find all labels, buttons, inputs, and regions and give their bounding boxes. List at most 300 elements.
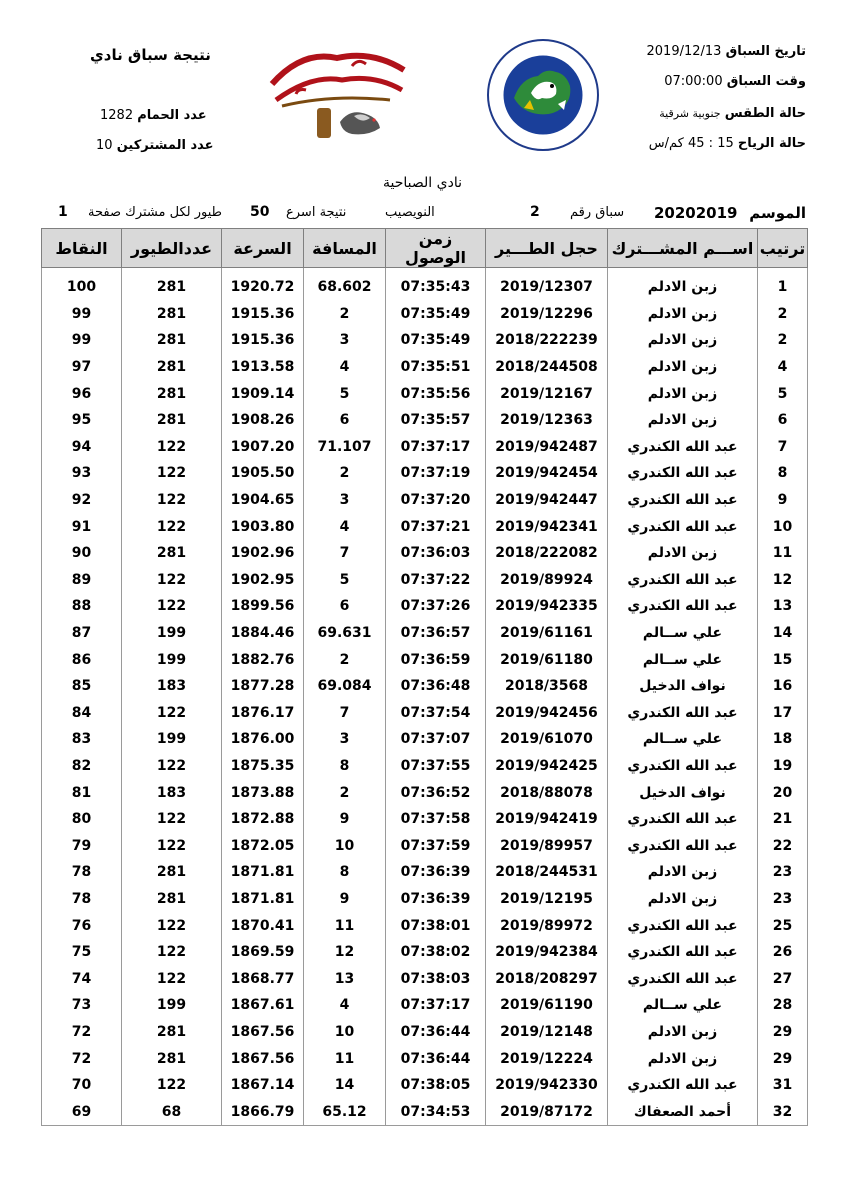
table-row — [42, 753, 808, 780]
cell-bird-count: 122 — [122, 487, 222, 514]
cell-bird-count: 183 — [122, 779, 222, 806]
cell-speed: 1867.14 — [222, 1072, 304, 1099]
cell-arrival-time: 07:37:17 — [386, 434, 486, 461]
cell-bird-count: 281 — [122, 1045, 222, 1072]
cell-points: 96 — [42, 380, 122, 407]
cell-ring-number: 2019/942384 — [486, 939, 608, 966]
cell-ring-number: 2018/222239 — [486, 327, 608, 354]
cell-speed: 1904.65 — [222, 487, 304, 514]
cell-ring-number: 2019/12363 — [486, 407, 608, 434]
cell-ring-number: 2019/61190 — [486, 992, 608, 1019]
table-row — [42, 832, 808, 859]
cell-points: 100 — [42, 274, 122, 301]
cell-speed: 1913.58 — [222, 354, 304, 381]
cell-rank: 29 — [758, 1045, 808, 1072]
cell-distance: 4 — [304, 992, 386, 1019]
cell-distance: 14 — [304, 1072, 386, 1099]
cell-arrival-time: 07:37:19 — [386, 460, 486, 487]
cell-distance: 7 — [304, 540, 386, 567]
cell-points: 85 — [42, 673, 122, 700]
table-row — [42, 1045, 808, 1072]
cell-distance: 13 — [304, 965, 386, 992]
cell-distance: 11 — [304, 912, 386, 939]
table-row — [42, 567, 808, 594]
table-row — [42, 965, 808, 992]
cell-arrival-time: 07:38:01 — [386, 912, 486, 939]
cell-participant-name: نواف الدخيل — [608, 779, 758, 806]
table-row — [42, 1019, 808, 1046]
cell-bird-count: 122 — [122, 513, 222, 540]
cell-distance: 69.631 — [304, 620, 386, 647]
cell-bird-count: 122 — [122, 460, 222, 487]
cell-bird-count: 199 — [122, 726, 222, 753]
cell-bird-count: 281 — [122, 274, 222, 301]
cell-speed: 1915.36 — [222, 327, 304, 354]
cell-points: 97 — [42, 354, 122, 381]
table-header-row — [42, 229, 808, 268]
race-date-value: 2019/12/13 — [646, 44, 722, 59]
cell-participant-name: زبن الادلم — [608, 327, 758, 354]
weather-value: جنوبية شرقية — [659, 107, 721, 120]
cell-speed: 1869.59 — [222, 939, 304, 966]
cell-participant-name: زبن الادلم — [608, 354, 758, 381]
cell-distance: 4 — [304, 354, 386, 381]
cell-ring-number: 2019/942425 — [486, 753, 608, 780]
cell-bird-count: 122 — [122, 567, 222, 594]
federation-logo — [486, 38, 600, 152]
cell-speed: 1876.00 — [222, 726, 304, 753]
cell-distance: 7 — [304, 700, 386, 727]
cell-participant-name: عبد الله الكندري — [608, 567, 758, 594]
cell-ring-number: 2019/942341 — [486, 513, 608, 540]
cell-rank: 2 — [758, 327, 808, 354]
cell-ring-number: 2019/942456 — [486, 700, 608, 727]
cell-points: 73 — [42, 992, 122, 1019]
cell-rank: 26 — [758, 939, 808, 966]
cell-arrival-time: 07:37:21 — [386, 513, 486, 540]
cell-bird-count: 281 — [122, 354, 222, 381]
cell-bird-count: 122 — [122, 939, 222, 966]
season-value: 20202019 — [654, 204, 738, 222]
cell-arrival-time: 07:36:48 — [386, 673, 486, 700]
cell-bird-count: 281 — [122, 301, 222, 328]
cell-points: 76 — [42, 912, 122, 939]
cell-bird-count: 122 — [122, 832, 222, 859]
cell-distance: 12 — [304, 939, 386, 966]
cell-points: 75 — [42, 939, 122, 966]
cell-points: 78 — [42, 859, 122, 886]
cell-distance: 8 — [304, 859, 386, 886]
cell-arrival-time: 07:36:39 — [386, 886, 486, 913]
cell-distance: 6 — [304, 407, 386, 434]
cell-speed: 1909.14 — [222, 380, 304, 407]
cell-ring-number: 2019/89957 — [486, 832, 608, 859]
cell-arrival-time: 07:36:52 — [386, 779, 486, 806]
result-title: نتيجة سباق نادي — [90, 46, 211, 64]
cell-bird-count: 281 — [122, 886, 222, 913]
cell-ring-number: 2019/12224 — [486, 1045, 608, 1072]
table-row — [42, 673, 808, 700]
cell-speed: 1902.96 — [222, 540, 304, 567]
cell-rank: 1 — [758, 274, 808, 301]
cell-participant-name: علي ســالم — [608, 620, 758, 647]
col-header-speed: السرعة — [222, 229, 304, 268]
cell-participant-name: زبن الادلم — [608, 540, 758, 567]
cell-bird-count: 122 — [122, 806, 222, 833]
cell-speed: 1908.26 — [222, 407, 304, 434]
cell-ring-number: 2018/244508 — [486, 354, 608, 381]
col-header-points: النقاط — [42, 229, 122, 268]
cell-speed: 1884.46 — [222, 620, 304, 647]
cell-participant-name: عبد الله الكندري — [608, 434, 758, 461]
cell-speed: 1905.50 — [222, 460, 304, 487]
cell-arrival-time: 07:37:59 — [386, 832, 486, 859]
cell-bird-count: 122 — [122, 753, 222, 780]
pigeon-count-value: 1282 — [100, 108, 134, 123]
cell-rank: 14 — [758, 620, 808, 647]
results-table-wrapper — [41, 228, 807, 1126]
cell-rank: 12 — [758, 567, 808, 594]
table-row — [42, 886, 808, 913]
table-row — [42, 939, 808, 966]
cell-rank: 10 — [758, 513, 808, 540]
cell-rank: 2 — [758, 301, 808, 328]
cell-participant-name: عبد الله الكندري — [608, 513, 758, 540]
cell-rank: 18 — [758, 726, 808, 753]
cell-bird-count: 122 — [122, 593, 222, 620]
cell-rank: 5 — [758, 380, 808, 407]
cell-rank: 27 — [758, 965, 808, 992]
cell-arrival-time: 07:38:05 — [386, 1072, 486, 1099]
cell-speed: 1907.20 — [222, 434, 304, 461]
cell-rank: 22 — [758, 832, 808, 859]
cell-speed: 1872.88 — [222, 806, 304, 833]
cell-distance: 4 — [304, 513, 386, 540]
participant-count — [96, 138, 214, 153]
cell-bird-count: 122 — [122, 1072, 222, 1099]
cell-rank: 11 — [758, 540, 808, 567]
pigeon-count-label: عدد الحمام — [137, 108, 207, 123]
cell-rank: 9 — [758, 487, 808, 514]
cell-speed: 1867.56 — [222, 1045, 304, 1072]
cell-participant-name: أحمد الصعفاك — [608, 1098, 758, 1125]
cell-bird-count: 281 — [122, 380, 222, 407]
table-row — [42, 806, 808, 833]
cell-bird-count: 281 — [122, 540, 222, 567]
cell-points: 99 — [42, 301, 122, 328]
cell-rank: 13 — [758, 593, 808, 620]
cell-arrival-time: 07:36:39 — [386, 859, 486, 886]
pigeon-count — [100, 108, 207, 123]
per-participant-label: طيور لكل مشترك صفحة — [88, 205, 222, 220]
cell-ring-number: 2019/942487 — [486, 434, 608, 461]
cell-distance: 2 — [304, 779, 386, 806]
cell-speed: 1875.35 — [222, 753, 304, 780]
cell-arrival-time: 07:37:55 — [386, 753, 486, 780]
cell-points: 70 — [42, 1072, 122, 1099]
table-row — [42, 620, 808, 647]
cell-ring-number: 2018/3568 — [486, 673, 608, 700]
cell-rank: 23 — [758, 859, 808, 886]
race-time-label: وقت السباق — [726, 74, 806, 89]
table-row — [42, 513, 808, 540]
wind — [649, 136, 806, 151]
cell-participant-name: عبد الله الكندري — [608, 912, 758, 939]
cell-points: 81 — [42, 779, 122, 806]
table-row — [42, 301, 808, 328]
cell-points: 88 — [42, 593, 122, 620]
cell-arrival-time: 07:36:57 — [386, 620, 486, 647]
cell-ring-number: 2019/942447 — [486, 487, 608, 514]
cell-ring-number: 2019/942419 — [486, 806, 608, 833]
cell-distance: 65.12 — [304, 1098, 386, 1125]
cell-ring-number: 2019/12195 — [486, 886, 608, 913]
cell-ring-number: 2018/222082 — [486, 540, 608, 567]
table-row — [42, 460, 808, 487]
location: النويصيب — [385, 205, 435, 220]
cell-bird-count: 122 — [122, 434, 222, 461]
club-logo — [262, 44, 412, 144]
cell-rank: 17 — [758, 700, 808, 727]
table-row — [42, 1072, 808, 1099]
cell-participant-name: عبد الله الكندري — [608, 965, 758, 992]
cell-ring-number: 2018/208297 — [486, 965, 608, 992]
cell-distance: 5 — [304, 380, 386, 407]
cell-ring-number: 2019/61161 — [486, 620, 608, 647]
cell-arrival-time: 07:35:56 — [386, 380, 486, 407]
table-row — [42, 540, 808, 567]
cell-points: 95 — [42, 407, 122, 434]
cell-participant-name: زبن الادلم — [608, 1045, 758, 1072]
cell-rank: 32 — [758, 1098, 808, 1125]
table-row — [42, 646, 808, 673]
table-row — [42, 859, 808, 886]
cell-speed: 1872.05 — [222, 832, 304, 859]
cell-points: 78 — [42, 886, 122, 913]
cell-distance: 9 — [304, 806, 386, 833]
cell-rank: 19 — [758, 753, 808, 780]
cell-speed: 1867.56 — [222, 1019, 304, 1046]
cell-distance: 9 — [304, 886, 386, 913]
table-row — [42, 779, 808, 806]
cell-rank: 15 — [758, 646, 808, 673]
col-header-birds: عددالطيور — [122, 229, 222, 268]
cell-participant-name: زبن الادلم — [608, 859, 758, 886]
fastest-label: نتيجة اسرع — [286, 205, 347, 220]
cell-distance: 2 — [304, 460, 386, 487]
cell-bird-count: 122 — [122, 912, 222, 939]
cell-bird-count: 281 — [122, 407, 222, 434]
cell-points: 87 — [42, 620, 122, 647]
cell-speed: 1876.17 — [222, 700, 304, 727]
weather-label: حالة الطقس — [724, 106, 806, 121]
cell-points: 79 — [42, 832, 122, 859]
cell-speed: 1899.56 — [222, 593, 304, 620]
cell-arrival-time: 07:37:54 — [386, 700, 486, 727]
cell-arrival-time: 07:35:49 — [386, 301, 486, 328]
cell-ring-number: 2019/87172 — [486, 1098, 608, 1125]
cell-bird-count: 68 — [122, 1098, 222, 1125]
col-header-ring: حجل الطـــير — [486, 229, 608, 268]
cell-participant-name: زبن الادلم — [608, 886, 758, 913]
cell-ring-number: 2019/89972 — [486, 912, 608, 939]
cell-arrival-time: 07:37:20 — [386, 487, 486, 514]
cell-distance: 2 — [304, 301, 386, 328]
cell-participant-name: علي ســالم — [608, 726, 758, 753]
cell-distance: 8 — [304, 753, 386, 780]
cell-speed: 1920.72 — [222, 274, 304, 301]
cell-arrival-time: 07:35:49 — [386, 327, 486, 354]
cell-speed: 1902.95 — [222, 567, 304, 594]
cell-ring-number: 2019/942335 — [486, 593, 608, 620]
season-label: الموسم — [749, 204, 806, 222]
table-row — [42, 593, 808, 620]
cell-participant-name: زبن الادلم — [608, 301, 758, 328]
cell-points: 84 — [42, 700, 122, 727]
cell-rank: 6 — [758, 407, 808, 434]
cell-arrival-time: 07:37:26 — [386, 593, 486, 620]
cell-ring-number: 2019/89924 — [486, 567, 608, 594]
cell-rank: 31 — [758, 1072, 808, 1099]
cell-points: 91 — [42, 513, 122, 540]
cell-distance: 10 — [304, 832, 386, 859]
cell-participant-name: عبد الله الكندري — [608, 939, 758, 966]
cell-points: 92 — [42, 487, 122, 514]
results-table — [41, 228, 808, 1126]
cell-speed: 1868.77 — [222, 965, 304, 992]
cell-arrival-time: 07:36:44 — [386, 1045, 486, 1072]
cell-arrival-time: 07:36:44 — [386, 1019, 486, 1046]
cell-distance: 3 — [304, 327, 386, 354]
cell-arrival-time: 07:35:51 — [386, 354, 486, 381]
cell-rank: 23 — [758, 886, 808, 913]
cell-ring-number: 2019/12296 — [486, 301, 608, 328]
cell-points: 82 — [42, 753, 122, 780]
cell-points: 74 — [42, 965, 122, 992]
cell-participant-name: زبن الادلم — [608, 407, 758, 434]
cell-participant-name: زبن الادلم — [608, 274, 758, 301]
cell-distance: 11 — [304, 1045, 386, 1072]
cell-distance: 3 — [304, 487, 386, 514]
col-header-time: زمن الوصول — [386, 229, 486, 268]
cell-distance: 6 — [304, 593, 386, 620]
cell-ring-number: 2019/12167 — [486, 380, 608, 407]
cell-arrival-time: 07:34:53 — [386, 1098, 486, 1125]
race-date-label: تاريخ السباق — [725, 44, 806, 59]
cell-bird-count: 281 — [122, 1019, 222, 1046]
participant-count-label: عدد المشتركين — [116, 138, 214, 153]
cell-bird-count: 281 — [122, 859, 222, 886]
cell-points: 99 — [42, 327, 122, 354]
cell-bird-count: 183 — [122, 673, 222, 700]
cell-distance: 10 — [304, 1019, 386, 1046]
table-row — [42, 274, 808, 301]
cell-rank: 20 — [758, 779, 808, 806]
cell-distance: 3 — [304, 726, 386, 753]
cell-ring-number: 2019/61070 — [486, 726, 608, 753]
cell-participant-name: علي ســالم — [608, 992, 758, 1019]
cell-arrival-time: 07:37:07 — [386, 726, 486, 753]
cell-participant-name: عبد الله الكندري — [608, 806, 758, 833]
col-header-rank: ترتيب — [758, 229, 808, 268]
table-body — [42, 268, 808, 1126]
page-number: 1 — [58, 204, 68, 220]
cell-arrival-time: 07:37:22 — [386, 567, 486, 594]
cell-ring-number: 2019/942454 — [486, 460, 608, 487]
cell-ring-number: 2019/61180 — [486, 646, 608, 673]
cell-arrival-time: 07:35:43 — [386, 274, 486, 301]
cell-rank: 21 — [758, 806, 808, 833]
cell-participant-name: عبد الله الكندري — [608, 593, 758, 620]
cell-ring-number: 2018/244531 — [486, 859, 608, 886]
cell-speed: 1867.61 — [222, 992, 304, 1019]
cell-speed: 1866.79 — [222, 1098, 304, 1125]
cell-participant-name: عبد الله الكندري — [608, 700, 758, 727]
cell-ring-number: 2018/88078 — [486, 779, 608, 806]
cell-participant-name: عبد الله الكندري — [608, 832, 758, 859]
wind-label: حالة الرياح — [737, 136, 806, 151]
cell-rank: 28 — [758, 992, 808, 1019]
cell-rank: 4 — [758, 354, 808, 381]
cell-points: 90 — [42, 540, 122, 567]
fastest-value: 50 — [250, 204, 270, 220]
cell-ring-number: 2019/942330 — [486, 1072, 608, 1099]
cell-bird-count: 199 — [122, 646, 222, 673]
cell-distance: 71.107 — [304, 434, 386, 461]
col-header-distance: المسافة — [304, 229, 386, 268]
race-time — [664, 74, 806, 89]
cell-rank: 16 — [758, 673, 808, 700]
race-no-label: سباق رقم — [570, 205, 625, 220]
cell-bird-count: 199 — [122, 620, 222, 647]
cell-speed: 1870.41 — [222, 912, 304, 939]
cell-participant-name: زبن الادلم — [608, 380, 758, 407]
cell-points: 93 — [42, 460, 122, 487]
cell-distance: 5 — [304, 567, 386, 594]
table-row — [42, 726, 808, 753]
cell-bird-count: 281 — [122, 327, 222, 354]
cell-rank: 7 — [758, 434, 808, 461]
cell-bird-count: 122 — [122, 965, 222, 992]
cell-arrival-time: 07:37:17 — [386, 992, 486, 1019]
cell-participant-name: عبد الله الكندري — [608, 753, 758, 780]
cell-speed: 1882.76 — [222, 646, 304, 673]
cell-points: 89 — [42, 567, 122, 594]
cell-participant-name: علي ســالم — [608, 646, 758, 673]
cell-speed: 1903.80 — [222, 513, 304, 540]
cell-points: 72 — [42, 1045, 122, 1072]
race-date — [647, 44, 806, 59]
cell-participant-name: عبد الله الكندري — [608, 1072, 758, 1099]
cell-bird-count: 122 — [122, 700, 222, 727]
table-row — [42, 700, 808, 727]
cell-speed: 1915.36 — [222, 301, 304, 328]
race-no-value: 2 — [530, 204, 540, 220]
cell-distance: 69.084 — [304, 673, 386, 700]
cell-speed: 1873.88 — [222, 779, 304, 806]
cell-arrival-time: 07:35:57 — [386, 407, 486, 434]
cell-participant-name: عبد الله الكندري — [608, 487, 758, 514]
cell-ring-number: 2019/12307 — [486, 274, 608, 301]
table-row — [42, 327, 808, 354]
cell-speed: 1877.28 — [222, 673, 304, 700]
cell-distance: 68.602 — [304, 274, 386, 301]
cell-points: 80 — [42, 806, 122, 833]
race-time-value: 07:00:00 — [664, 74, 723, 89]
weather — [659, 106, 806, 121]
cell-points: 69 — [42, 1098, 122, 1125]
cell-participant-name: عبد الله الكندري — [608, 460, 758, 487]
